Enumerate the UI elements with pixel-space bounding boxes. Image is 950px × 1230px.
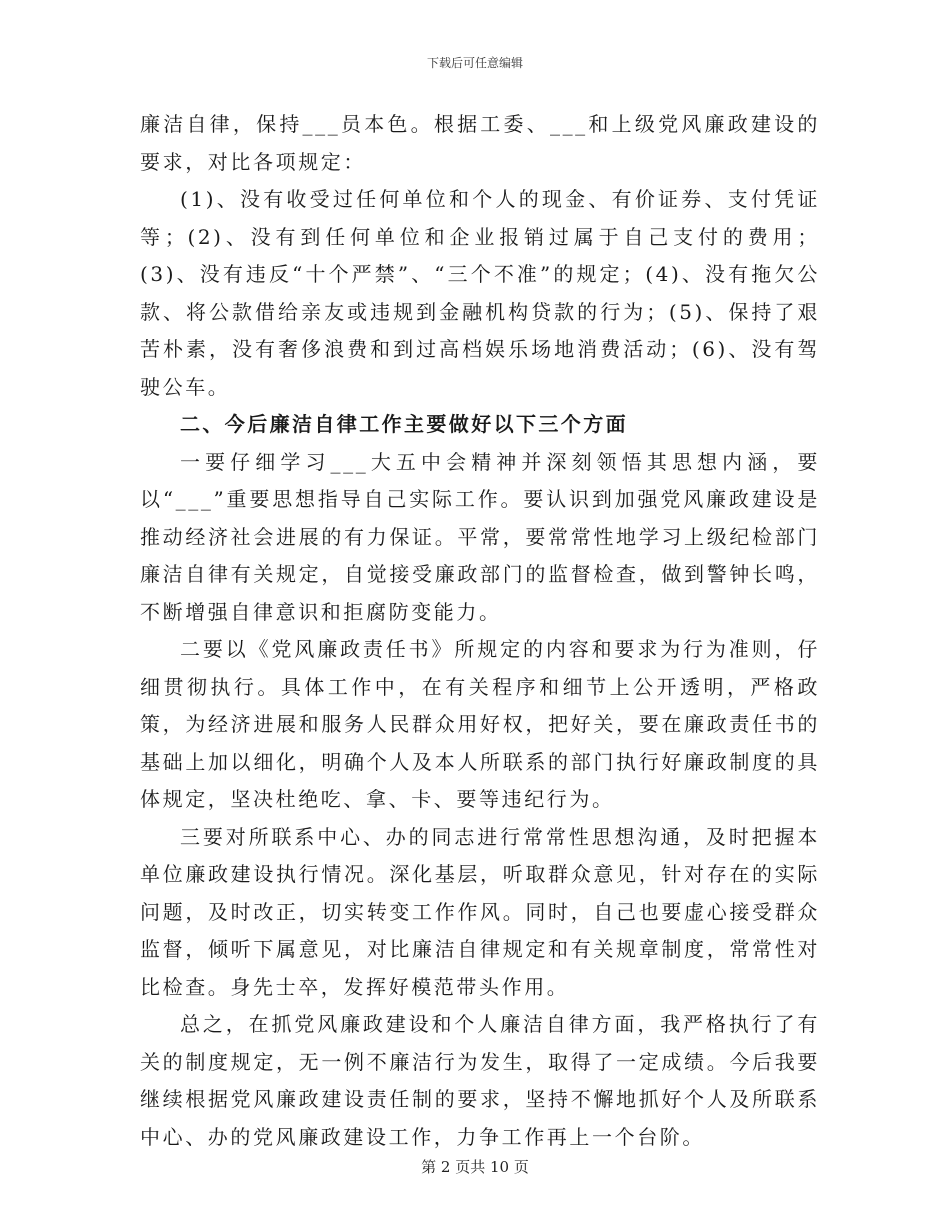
paragraph-intro-continuation: 廉洁自律，保持___员本色。根据工委、___和上级党风廉政建设的要求，对比各项规定： [140, 112, 820, 174]
paragraph-self-check-list: (1)、没有收受过任何单位和个人的现金、有价证券、支付凭证等；(2)、没有到任何单位和企业报销过属于自己支付的费用；(3)、没有违反“十个严禁”、“三个不准”的规定；(4)、没有拖欠公款、将公款借给亲友或违规到金融机构贷款的行为；(5)、保持了艰苦朴素，没有奢侈浪费和到过高档娱乐场地消费活动；(6)、没有驾驶公车。 [140, 187, 820, 399]
paragraph-point-one: 一要仔细学习___大五中会精神并深刻领悟其思想内涵，要以“___”重要思想指导自己实际工作。要认识到加强党风廉政建设是推动经济社会进展的有力保证。平常，要常常性地学习上级纪检部门廉洁自律有关规定，自觉接受廉政部门的监督检查，做到警钟长鸣，不断增强自律意识和拒腐防变能力。 [140, 449, 820, 624]
paragraph-point-two: 二要以《党风廉政责任书》所规定的内容和要求为行为准则，仔细贯彻执行。具体工作中，在有关程序和细节上公开透明，严格政策，为经济进展和服务人民群众用好权，把好关，要在廉政责任书的基础上加以细化，明确个人及本人所联系的部门执行好廉政制度的具体规定，坚决杜绝吃、拿、卡、要等违纪行为。 [140, 637, 820, 811]
paragraph-conclusion: 总之，在抓党风廉政建设和个人廉洁自律方面，我严格执行了有关的制度规定，无一例不廉洁行为发生，取得了一定成绩。今后我要继续根据党风廉政建设责任制的要求，坚持不懈地抓好个人及所联系中心、办的党风廉政建设工作，力争工作再上一个台阶。 [140, 1012, 820, 1149]
paragraph-point-three: 三要对所联系中心、办的同志进行常常性思想沟通，及时把握本单位廉政建设执行情况。深化基层，听取群众意见，针对存在的实际问题，及时改正，切实转变工作作风。同时，自己也要虚心接受群众监督，倾听下属意见，对比廉洁自律规定和有关规章制度，常常性对比检查。身先士卒，发挥好模范带头作用。 [140, 824, 820, 999]
document-body [140, 106, 820, 1156]
section-heading: 二、今后廉洁自律工作主要做好以下三个方面 [180, 412, 628, 436]
page-header: 下载后可任意编辑 [426, 56, 523, 70]
page-number: 第 2 页共 10 页 [421, 1158, 529, 1176]
